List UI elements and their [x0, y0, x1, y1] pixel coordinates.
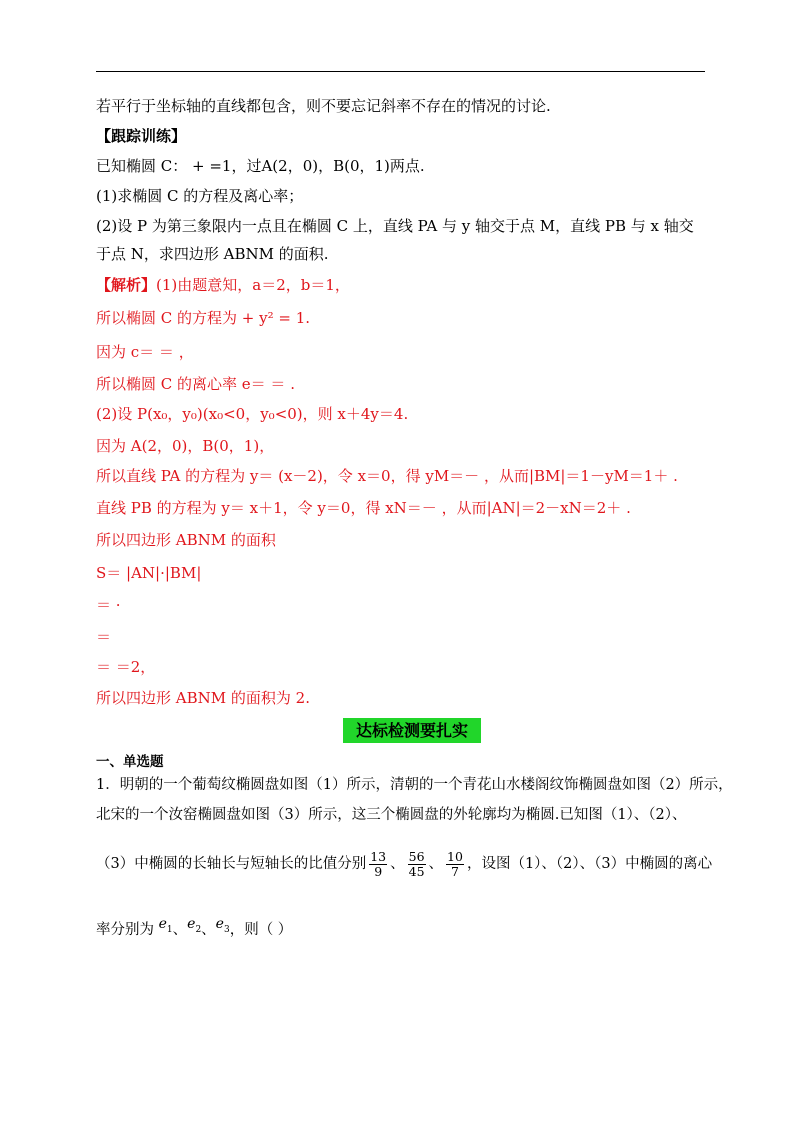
question-1-line-4 — [96, 916, 293, 946]
solution-line-12: ＝ — [96, 628, 112, 646]
exercise-heading: 一、单选题 — [96, 754, 164, 770]
solution-line-11: ＝ · — [96, 596, 121, 614]
ratio-fraction-2 — [408, 850, 426, 879]
eccentricity-e1: $e_1$ — [158, 916, 173, 935]
section-title: 【跟踪训练】 — [96, 127, 187, 145]
separator: 、 — [201, 922, 216, 938]
fraction-denominator: 7 — [451, 863, 459, 879]
fraction-numerator: 10 — [447, 848, 463, 864]
fraction-denominator: 45 — [408, 863, 425, 879]
problem-line-1: 已知椭圆 C： + =1，过A(2，0)，B(0，1)两点. — [96, 157, 425, 175]
ratio-fraction-1 — [369, 850, 387, 879]
solution-line-13: ＝ ＝2， — [96, 658, 156, 676]
solution-line-3: 因为 c＝ ＝ ， — [96, 343, 194, 361]
fraction-numerator: 13 — [370, 848, 387, 864]
solution-line-9: 所以四边形 ABNM 的面积 — [96, 531, 276, 549]
solution-step-1: (1)由题意知，a＝2，b＝1， — [156, 276, 350, 294]
question-1-line-2: 北宋的一个汝窑椭圆盘如图（3）所示，这三个椭圆盘的外轮廓均为椭圆.已知图（1）、（2）、 — [96, 807, 687, 823]
question-1-text-d: ，则（ ） — [229, 922, 293, 938]
solution-line-7: 所以直线 PA 的方程为 y＝ (x－2)，令 x＝0，得 yM＝－ ，从而|BM|＝1－yM＝1＋ . — [96, 467, 678, 485]
solution-line-6: 因为 A(2，0)，B(0，1)， — [96, 437, 275, 455]
problem-line-4: 于点 N，求四边形 ABNM 的面积. — [96, 245, 329, 263]
solution-line-2: 所以椭圆 C 的方程为 + y² = 1. — [96, 309, 311, 327]
question-1-line-3 — [96, 846, 712, 882]
fraction-denominator: 9 — [374, 863, 383, 879]
separator: 、 — [428, 856, 444, 872]
solution-line-1 — [96, 275, 350, 295]
ratio-fraction-3 — [446, 850, 464, 879]
intro-text: 若平行于坐标轴的直线都包含，则不要忘记斜率不存在的情况的讨论. — [96, 97, 551, 115]
separator: 、 — [390, 856, 405, 872]
solution-line-8: 直线 PB 的方程为 y＝ x＋1，令 y＝0，得 xN＝－ ，从而|AN|＝2－xN＝2＋ . — [96, 499, 631, 517]
eccentricity-e2: $e_2$ — [187, 916, 202, 935]
separator: 、 — [172, 922, 188, 938]
section-banner: 达标检测要扎实 — [343, 718, 481, 743]
question-1-text-c: 率分别为 — [96, 922, 154, 938]
solution-line-4: 所以椭圆 C 的离心率 e＝ ＝ . — [96, 375, 295, 393]
solution-line-10: S＝ |AN|·|BM| — [96, 564, 202, 582]
solution-line-5: (2)设 P(x₀，y₀)(x₀<0，y₀<0)，则 x＋4y＝4. — [96, 405, 409, 423]
solution-label: 【解析】 — [96, 276, 157, 294]
fraction-numerator: 56 — [408, 848, 425, 864]
header-rule — [96, 71, 705, 72]
question-1-line-1: 1．明朝的一个葡萄纹椭圆盘如图（1）所示，清朝的一个青花山水楼阁纹饰椭圆盘如图（2）所示， — [96, 777, 733, 793]
eccentricity-e3: $e_3$ — [215, 916, 230, 935]
problem-line-2: (1)求椭圆 C 的方程及离心率； — [96, 187, 304, 205]
question-1-text-b: ，设图（1）、（2）、（3）中椭圆的离心 — [466, 856, 713, 872]
question-1-text-a: （3）中椭圆的长轴长与短轴长的比值分别 — [96, 856, 367, 872]
problem-line-3: (2)设 P 为第三象限内一点且在椭圆 C 上，直线 PA 与 y 轴交于点 M，直线 PB 与 x 轴交 — [96, 217, 694, 235]
solution-line-14: 所以四边形 ABNM 的面积为 2. — [96, 689, 310, 707]
